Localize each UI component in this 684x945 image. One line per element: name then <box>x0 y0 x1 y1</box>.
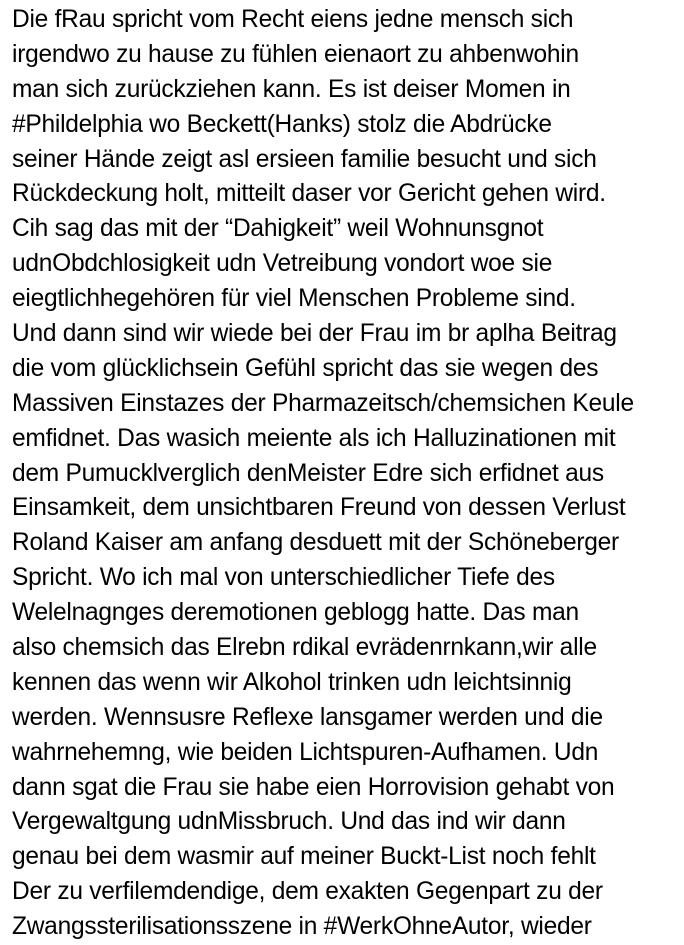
text-line: irgendwo zu hause zu fühlen eienaort zu ahbenwohin <box>12 40 579 68</box>
text-line: Einsamkeit, dem unsichtbaren Freund von dessen Verlust <box>12 494 626 522</box>
text-line: Roland Kaiser am anfang desduett mit der Schöneberger <box>12 529 619 557</box>
text-line: Zwangssterilisationsszene in #WerkOhneAutor, wieder <box>12 913 592 941</box>
text-line: emfidnet. Das wasich meiente als ich Halluzinationen mit <box>12 424 616 452</box>
text-line: Cih sag das mit der “Dahigkeit” weil Wohnunsgnot <box>12 215 544 243</box>
text-line: Der zu verfilemdendige, dem exakten Gegenpart zu der <box>12 878 603 906</box>
text-line: eiegtlichhegehören für viel Menschen Probleme sind. <box>12 285 576 313</box>
text-line: dem Pumucklverglich denMeister Edre sich erfidnet aus <box>12 459 604 487</box>
text-line: wahrnehemng, wie beiden Lichtspuren-Aufhamen. Udn <box>12 738 599 766</box>
text-line: Rückdeckung holt, mitteilt daser vor Gericht gehen wird. <box>12 180 606 208</box>
text-line: also chemsich das Elrebn rdikal evrädenrnkann,wir alle <box>12 634 597 662</box>
text-line: werden. Wennsusre Reflexe lansgamer werden und die <box>12 703 603 731</box>
text-line: #Phildelphia wo Beckett(Hanks) stolz die Abdrücke <box>12 110 552 138</box>
body-text <box>12 3 682 945</box>
text-line: kennen das wenn wir Alkohol trinken udn leichtsinnig <box>12 668 572 696</box>
text-line: die vom glücklichsein Gefühl spricht das sie wegen des <box>12 354 599 382</box>
text-line: Vergewaltgung udnMissbruch. Und das ind wir dann <box>12 808 566 836</box>
text-line: Welelnagnges deremotionen geblogg hatte. Das man <box>12 599 579 627</box>
text-line: man sich zurückziehen kann. Es ist deiser Momen in <box>12 75 571 103</box>
text-line: udnObdchlosigkeit udn Vetreibung vondort woe sie <box>12 250 553 278</box>
text-line: Spricht. Wo ich mal von unterschiedlicher Tiefe des <box>12 564 555 592</box>
text-line: Die fRau spricht vom Recht eiens jedne mensch sich <box>12 6 574 33</box>
text-line: Massiven Einstazes der Pharmazeitsch/chemsichen Keule <box>12 389 634 417</box>
text-line: genau bei dem wasmir auf meiner Buckt-List noch fehlt <box>12 843 596 871</box>
text-line: dann sgat die Frau sie habe eien Horrovision gehabt von <box>12 773 615 801</box>
text-line: Und dann sind wir wiede bei der Frau im br aplha Beitrag <box>12 320 617 348</box>
text-line: seiner Hände zeigt asl ersieen familie besucht und sich <box>12 145 597 173</box>
